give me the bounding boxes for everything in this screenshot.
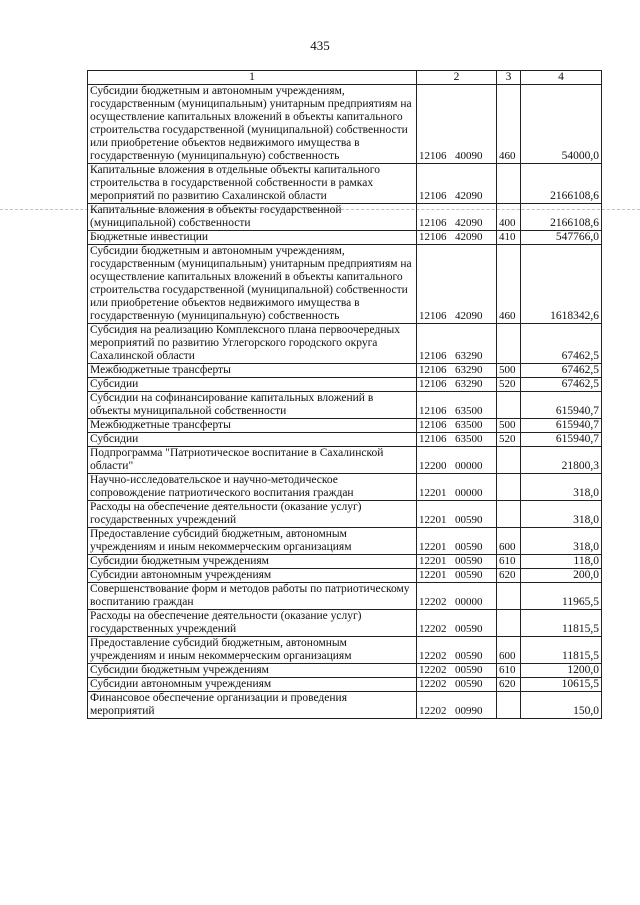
row-code-b: 42090	[455, 310, 483, 322]
row-type	[497, 392, 521, 419]
table-row	[88, 569, 602, 583]
row-type: 620	[497, 569, 521, 583]
row-name: Субсидия на реализацию Комплексного плана первоочередных мероприятий по развитию Углегорского городского округа Сахалинской области	[88, 324, 417, 364]
row-code-a: 12106	[419, 364, 447, 376]
row-name: Межбюджетные трансферты	[88, 419, 417, 433]
row-code-a: 12106	[419, 310, 447, 322]
row-code-b: 42090	[455, 231, 483, 243]
column-header: 2	[417, 71, 497, 85]
table-row	[88, 583, 602, 610]
row-code	[417, 392, 497, 419]
row-name: Расходы на обеспечение деятельности (оказание услуг) государственных учреждений	[88, 610, 417, 637]
table-row	[88, 378, 602, 392]
row-code-b: 00590	[455, 514, 483, 526]
table-row	[88, 245, 602, 324]
row-code-b: 00590	[455, 569, 483, 581]
row-type: 460	[497, 85, 521, 164]
row-name: Субсидии бюджетным и автономным учреждениям, государственным (муниципальным) унитарным предприятиям на осуществление капитальных вложений в объекты капитального строительства государственной (муниципальной) собственности или приобретение объектов недвижимого имущества в государственную (муниципальную) собственность	[88, 245, 417, 324]
row-sum: 615940,7	[521, 392, 602, 419]
row-code	[417, 433, 497, 447]
row-code	[417, 378, 497, 392]
table-row	[88, 528, 602, 555]
row-sum: 615940,7	[521, 433, 602, 447]
row-type: 610	[497, 664, 521, 678]
row-code	[417, 569, 497, 583]
table-row	[88, 231, 602, 245]
row-code	[417, 678, 497, 692]
row-name: Субсидии	[88, 378, 417, 392]
table-row	[88, 474, 602, 501]
row-type	[497, 164, 521, 204]
table-row	[88, 324, 602, 364]
row-code-b: 00590	[455, 623, 483, 635]
row-name: Совершенствование форм и методов работы по патриотическому воспитанию граждан	[88, 583, 417, 610]
row-code-b: 63500	[455, 419, 483, 431]
row-code-a: 12201	[419, 514, 447, 526]
row-type	[497, 474, 521, 501]
row-name: Капитальные вложения в объекты государственной (муниципальной) собственности	[88, 204, 417, 231]
row-code-b: 63500	[455, 433, 483, 445]
row-type	[497, 501, 521, 528]
table-row	[88, 664, 602, 678]
row-name: Капитальные вложения в отдельные объекты капитального строительства в государственной собственности в рамках мероприятий по развитию Сахалинской области	[88, 164, 417, 204]
row-code-b: 40090	[455, 150, 483, 162]
row-code	[417, 364, 497, 378]
row-name: Финансовое обеспечение организации и проведения мероприятий	[88, 692, 417, 719]
row-code-a: 12201	[419, 569, 447, 581]
row-name: Субсидии бюджетным учреждениям	[88, 555, 417, 569]
row-sum: 67462,5	[521, 324, 602, 364]
row-code	[417, 474, 497, 501]
row-name: Предоставление субсидий бюджетным, автономным учреждениям и иным некоммерческим организациям	[88, 528, 417, 555]
row-code	[417, 664, 497, 678]
row-sum: 318,0	[521, 528, 602, 555]
row-code	[417, 583, 497, 610]
table-row	[88, 433, 602, 447]
row-sum: 1618342,6	[521, 245, 602, 324]
table-row	[88, 692, 602, 719]
table-row	[88, 204, 602, 231]
row-code	[417, 231, 497, 245]
row-code-a: 12106	[419, 419, 447, 431]
row-code-a: 12106	[419, 405, 447, 417]
row-sum: 200,0	[521, 569, 602, 583]
row-sum: 67462,5	[521, 378, 602, 392]
row-sum: 11815,5	[521, 637, 602, 664]
row-sum: 318,0	[521, 474, 602, 501]
row-type: 410	[497, 231, 521, 245]
row-name: Расходы на обеспечение деятельности (оказание услуг) государственных учреждений	[88, 501, 417, 528]
row-code-a: 12202	[419, 705, 447, 717]
row-code	[417, 85, 497, 164]
row-code-b: 00000	[455, 487, 483, 499]
row-code-b: 00590	[455, 678, 483, 690]
row-sum: 11815,5	[521, 610, 602, 637]
row-code-b: 63500	[455, 405, 483, 417]
row-type: 460	[497, 245, 521, 324]
row-code-b: 00990	[455, 705, 483, 717]
table-row	[88, 164, 602, 204]
row-type: 520	[497, 433, 521, 447]
row-code-a: 12201	[419, 541, 447, 553]
row-type: 600	[497, 637, 521, 664]
row-sum: 2166108,6	[521, 204, 602, 231]
row-sum: 150,0	[521, 692, 602, 719]
row-sum: 547766,0	[521, 231, 602, 245]
row-code-b: 00000	[455, 460, 483, 472]
page-number: 435	[310, 38, 330, 53]
table-row	[88, 555, 602, 569]
row-type	[497, 447, 521, 474]
row-code	[417, 555, 497, 569]
row-code-a: 12202	[419, 678, 447, 690]
row-code-b: 00590	[455, 664, 483, 676]
row-name: Межбюджетные трансферты	[88, 364, 417, 378]
row-sum: 10615,5	[521, 678, 602, 692]
row-code-a: 12106	[419, 378, 447, 390]
row-code-b: 00000	[455, 596, 483, 608]
row-code-a: 12200	[419, 460, 447, 472]
row-type: 520	[497, 378, 521, 392]
row-sum: 67462,5	[521, 364, 602, 378]
row-type	[497, 692, 521, 719]
row-code	[417, 528, 497, 555]
row-name: Субсидии бюджетным учреждениям	[88, 664, 417, 678]
row-code-a: 12202	[419, 664, 447, 676]
row-code-a: 12202	[419, 596, 447, 608]
row-name: Субсидии автономным учреждениям	[88, 569, 417, 583]
row-code	[417, 501, 497, 528]
column-header: 1	[88, 71, 417, 85]
row-sum: 1200,0	[521, 664, 602, 678]
row-type	[497, 583, 521, 610]
row-code	[417, 692, 497, 719]
row-code-a: 12201	[419, 555, 447, 567]
row-type: 610	[497, 555, 521, 569]
row-code-a: 12106	[419, 231, 447, 243]
row-sum: 2166108,6	[521, 164, 602, 204]
column-header: 4	[521, 71, 602, 85]
row-code-a: 12106	[419, 433, 447, 445]
row-code-a: 12106	[419, 190, 447, 202]
row-code-a: 12201	[419, 487, 447, 499]
table-row	[88, 392, 602, 419]
row-code-a: 12106	[419, 350, 447, 362]
row-name: Предоставление субсидий бюджетным, автономным учреждениям и иным некоммерческим организациям	[88, 637, 417, 664]
table-row	[88, 85, 602, 164]
table-row	[88, 364, 602, 378]
row-code	[417, 610, 497, 637]
row-code	[417, 419, 497, 433]
row-code	[417, 204, 497, 231]
row-code-b: 00590	[455, 555, 483, 567]
row-code	[417, 447, 497, 474]
row-sum: 54000,0	[521, 85, 602, 164]
row-type: 500	[497, 364, 521, 378]
table-row	[88, 678, 602, 692]
row-name: Подпрограмма "Патриотическое воспитание в Сахалинской области"	[88, 447, 417, 474]
row-name: Субсидии	[88, 433, 417, 447]
row-sum: 21800,3	[521, 447, 602, 474]
row-sum: 615940,7	[521, 419, 602, 433]
row-type: 620	[497, 678, 521, 692]
row-name: Субсидии бюджетным и автономным учреждениям, государственным (муниципальным) унитарным предприятиям на осуществление капитальных вложений в объекты капитального строительства государственной (муниципальной) собственности или приобретение объектов недвижимого имущества в государственную (муниципальную) собственность	[88, 85, 417, 164]
row-type: 500	[497, 419, 521, 433]
table-header-row	[88, 71, 602, 85]
row-name: Субсидии автономным учреждениям	[88, 678, 417, 692]
table-row	[88, 637, 602, 664]
row-type: 400	[497, 204, 521, 231]
row-code-b: 63290	[455, 350, 483, 362]
row-sum: 118,0	[521, 555, 602, 569]
budget-table	[87, 70, 602, 719]
row-code-a: 12202	[419, 623, 447, 635]
row-code	[417, 164, 497, 204]
row-name: Научно-исследовательское и научно-методическое сопровождение патриотического воспитания граждан	[88, 474, 417, 501]
row-code-a: 12106	[419, 217, 447, 229]
table-row	[88, 419, 602, 433]
row-type	[497, 324, 521, 364]
row-code-a: 12106	[419, 150, 447, 162]
row-name: Бюджетные инвестиции	[88, 231, 417, 245]
row-code	[417, 324, 497, 364]
row-sum: 11965,5	[521, 583, 602, 610]
row-code-b: 63290	[455, 364, 483, 376]
table-row	[88, 501, 602, 528]
row-code-b: 42090	[455, 190, 483, 202]
row-code-b: 42090	[455, 217, 483, 229]
row-type	[497, 610, 521, 637]
column-header: 3	[497, 71, 521, 85]
row-code	[417, 245, 497, 324]
table-row	[88, 447, 602, 474]
row-code-b: 00590	[455, 541, 483, 553]
row-type: 600	[497, 528, 521, 555]
row-code	[417, 637, 497, 664]
row-code-b: 00590	[455, 650, 483, 662]
table-row	[88, 610, 602, 637]
row-sum: 318,0	[521, 501, 602, 528]
row-name: Субсидии на софинансирование капитальных вложений в объекты муниципальной собственности	[88, 392, 417, 419]
row-code-b: 63290	[455, 378, 483, 390]
row-code-a: 12202	[419, 650, 447, 662]
